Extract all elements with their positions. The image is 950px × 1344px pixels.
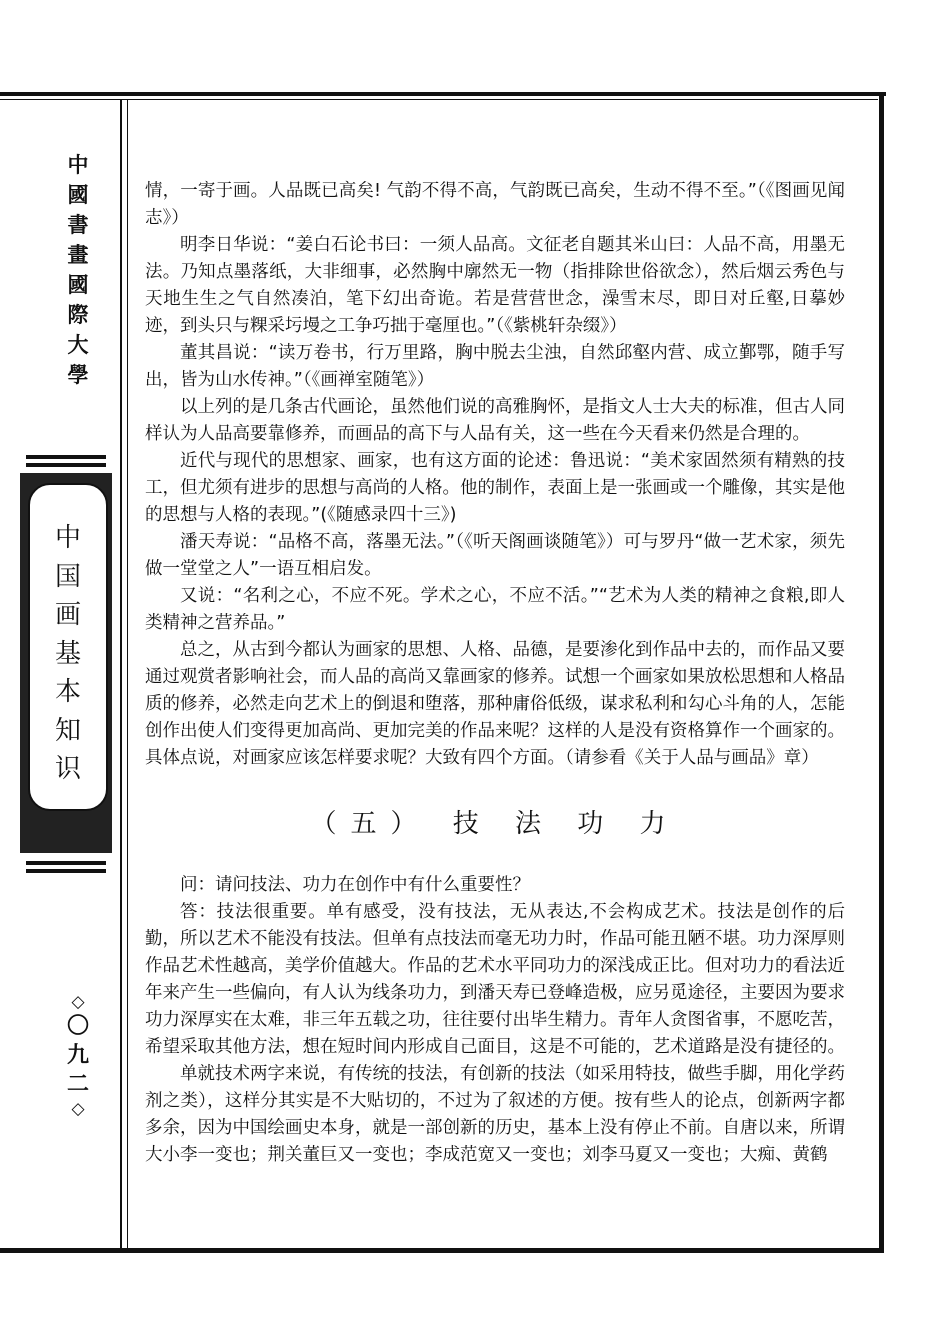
paragraph: 情，一寄于画。人品既已高矣! 气韵不得不高，气韵既已高矣，生动不得不至。”（《图画见闻志》） <box>145 181 845 228</box>
plaque-bar <box>26 463 106 467</box>
series-char: 中 <box>67 152 89 177</box>
page-frame-bottom <box>0 1248 884 1253</box>
book-title-plaque <box>20 455 112 873</box>
spine-rule-thin <box>127 100 128 1248</box>
plaque-bar <box>26 861 106 865</box>
book-title-char: 识 <box>54 754 81 784</box>
paragraph: 董其昌说：“读万卷书，行万里路，胸中脱去尘浊，自然邱壑内营、成立鄞鄂，随手写出，皆为山水传神。”（《画禅室随笔》） <box>145 343 845 390</box>
paragraph: 问：请问技法、功力在创作中有什么重要性？ <box>180 875 530 895</box>
series-char: 大 <box>67 332 89 357</box>
series-char: 學 <box>67 362 89 387</box>
page-number-char: 二 <box>66 1072 89 1097</box>
book-title <box>30 519 106 789</box>
book-title-char: 国 <box>54 561 81 592</box>
series-title <box>60 150 96 390</box>
section-heading: （五） 技 法 功 力 <box>310 809 680 839</box>
series-char: 畫 <box>67 242 89 267</box>
paragraph: 单就技术两字来说，有传统的技法，有创新的技法（如采用特技，做些手脚，用化学药剂之类），这样分其实是不大贴切的，不过为了叙述的方便。按有些人的论点，创新两字都多余，因为中国绘画史本身，就是一部创新的历史，基本上没有停止不前。自唐以来，所谓大小李一变也；荆关董巨又一变也；李成范宽又一变也；刘李马夏又一变也；大痴、黄鹤 <box>145 1064 845 1165</box>
book-title-char: 本 <box>54 677 81 707</box>
series-char: 國 <box>67 182 89 207</box>
page-frame-top-inner <box>0 99 878 100</box>
page-number <box>60 992 96 1119</box>
body-text-section <box>145 872 845 1169</box>
plaque-label <box>28 483 108 811</box>
paragraph: 又说：“名利之心，不应不死。学术之心，不应不活。”“艺术为人类的精神之食粮,即人类精神之营养品。” <box>145 586 845 633</box>
paragraph: 近代与现代的思想家、画家，也有这方面的论述：鲁迅说：“美术家固然须有精熟的技工，但尤须有进步的思想与高尚的人格。他的制作，表面上是一张画或一个雕像，其实是他的思想与人格的表现。”(《随感录四十三》) <box>145 451 845 525</box>
paragraph: 答：技法很重要。单有感受，没有技法，无从表达,不会构成艺术。技法是创作的后勤，所以艺术不能没有技法。但单有点技法而毫无功力时，作品可能丑陋不堪。功力深厚则作品艺术性越高，美学价值越大。作品的艺术水平同功力的深浅成正比。但对功力的看法近年来产生一些偏向，有人认为线条功力，到潘天寿已登峰造极，应另觅途径，主要因为要求功力深厚实在太难，非三年五载之功，往往要付出毕生精力。青年人贪图省事，不愿吃苦，希望采取其他方法，想在短时间内形成自己面目，这是不可能的，艺术道路是没有捷径的。 <box>145 902 845 1057</box>
series-char: 書 <box>67 212 89 237</box>
book-title-char: 基 <box>54 638 81 669</box>
page-frame-right <box>879 92 884 1252</box>
plaque-bar <box>26 455 106 459</box>
body-text <box>145 178 845 772</box>
book-title-char: 画 <box>54 600 81 630</box>
plaque-bar <box>26 869 106 873</box>
paragraph: 潘天寿说：“品格不高，落墨无法。”（《听天阁画谈随笔》）可与罗丹“做一艺术家，须先做一堂堂之人”一语互相启发。 <box>145 532 845 579</box>
paragraph: 明李日华说：“姜白石论书曰：一须人品高。文征老自题其米山曰：人品不高，用墨无法。乃知点墨落纸，大非细事，必然胸中廓然无一物（指排除世俗欲念），然后烟云秀色与天地生生之气自然凑泊，笔下幻出奇诡。若是营营世念，澡雪末尽，即日对丘壑,日摹妙迹，到头只与粿采圬墁之工争巧拙于毫厘也。”（《紫桃轩杂缀》） <box>145 235 845 336</box>
page-number-char: 九 <box>66 1043 89 1068</box>
paragraph: 总之，从古到今都认为画家的思想、人格、品德，是要渗化到作品中去的，而作品又要通过观赏者影响社会，而人品的高尚又靠画家的修养。试想一个画家如果放松思想和人格品质的修养，必然走向艺术上的倒退和堕落，那种庸俗低级，谋求私利和勾心斗角的人，怎能创作出使人们变得更加高尚、更加完美的作品来呢？这样的人是没有资格算作一个画家的。具体点说，对画家应该怎样要求呢？大致有四个方面。（请参看《关于人品与画品》章） <box>145 640 845 768</box>
spine-rule <box>120 100 122 1248</box>
diamond-icon: ◇ <box>71 992 85 1012</box>
page-frame-top <box>0 92 886 96</box>
book-title-char: 中 <box>54 523 81 553</box>
paragraph: 以上列的是几条古代画论，虽然他们说的高雅胸怀，是指文人士大夫的标准，但古人同样认为人品高要靠修养，而画品的高下与人品有关，这一些在今天看来仍然是合理的。 <box>145 397 845 444</box>
page-number-char: 〇 <box>66 1014 89 1039</box>
series-char: 國 <box>67 272 89 297</box>
series-char: 際 <box>67 302 89 327</box>
book-title-char: 知 <box>54 715 81 746</box>
diamond-icon: ◇ <box>71 1099 85 1119</box>
